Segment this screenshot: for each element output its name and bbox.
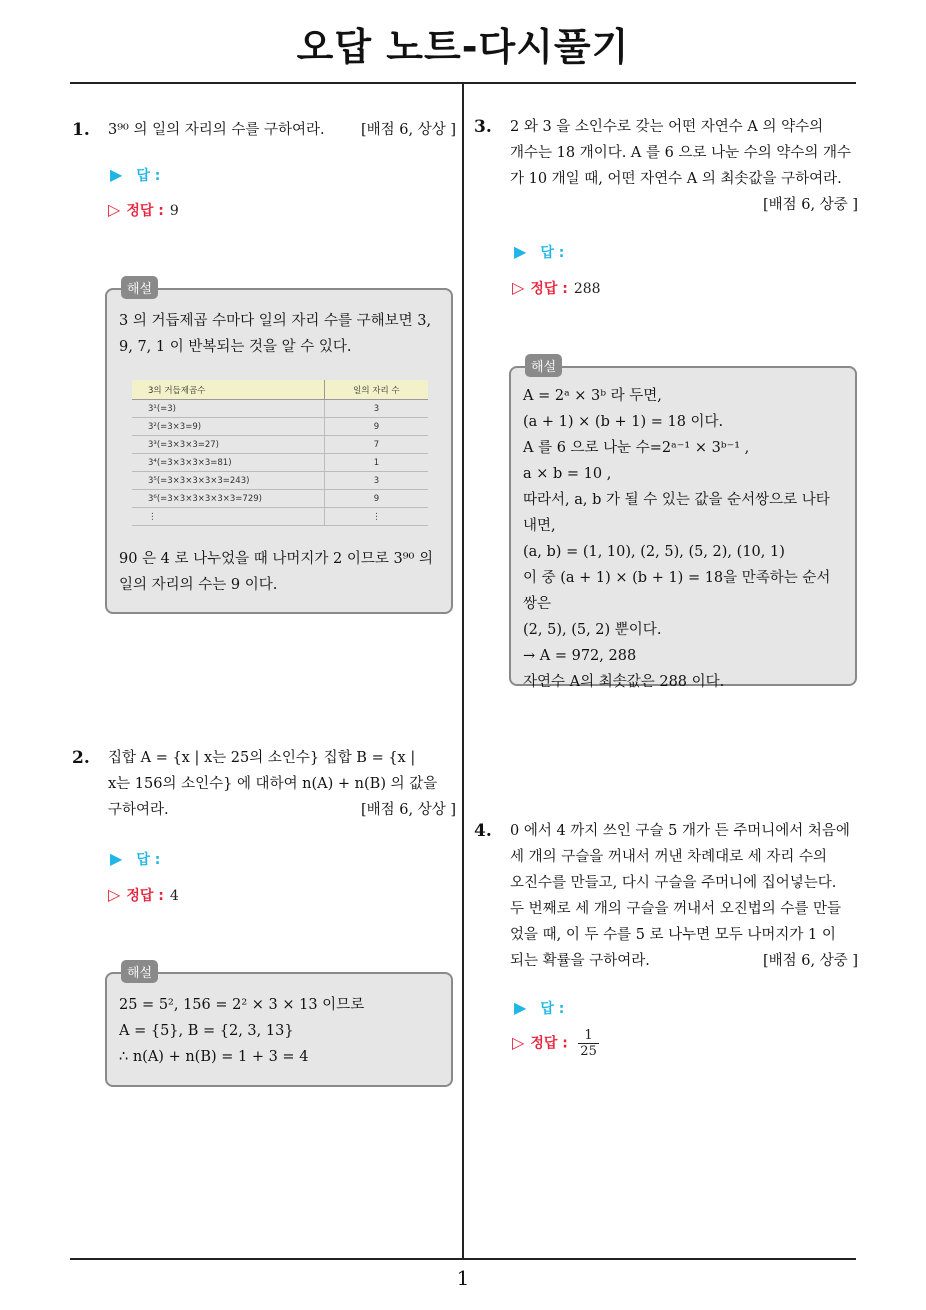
problem-line: 었을 때, 이 두 수를 5 로 나누면 모두 나머지가 1 이 xyxy=(510,927,836,943)
correct-label: 정답 : xyxy=(126,888,164,904)
explanation-body xyxy=(119,992,439,1070)
play-outline-icon: ▷ xyxy=(512,1032,525,1052)
table-cell: 9 xyxy=(324,490,428,508)
problem-number: 4. xyxy=(474,821,492,841)
play-outline-icon: ▷ xyxy=(512,278,525,297)
problem-meta: [배점 6, 상상 ] xyxy=(360,802,456,818)
explanation-line: 일의 자리의 수는 9 이다. xyxy=(119,577,278,593)
table-cell: 3¹(=3) xyxy=(132,400,324,418)
correct-label: 정답 : xyxy=(126,203,164,219)
explanation-box xyxy=(509,360,857,690)
table-row xyxy=(132,508,428,526)
play-outline-icon: ▷ xyxy=(108,885,121,904)
explanation-line: 내면, xyxy=(523,518,556,534)
table-row xyxy=(132,400,428,418)
table-cell: 3²(=3×3=9) xyxy=(132,418,324,436)
problem-number: 1. xyxy=(72,120,90,140)
explanation-box xyxy=(105,282,453,614)
explanation-line: (a + 1) × (b + 1) = 18 이다. xyxy=(523,414,724,430)
answer-label: 답 : xyxy=(540,245,565,261)
page-title: 오답 노트-다시풀기 xyxy=(296,25,630,69)
problem-text xyxy=(510,818,858,974)
explanation-line: (2, 5), (5, 2) 뿐이다. xyxy=(523,622,662,638)
table-cell: ⋮ xyxy=(132,508,324,526)
problem-meta: [배점 6, 상중 ] xyxy=(762,953,858,969)
table-cell: 1 xyxy=(324,454,428,472)
problem-line: 3⁹⁰ 의 일의 자리의 수를 구하여라. xyxy=(108,122,325,138)
explanation-line: 3 의 거듭제곱 수마다 일의 자리 수를 구해보면 3, xyxy=(119,313,432,329)
explanation-line: a × b = 10 , xyxy=(523,466,612,482)
problem-line: 구하여라. xyxy=(108,802,169,818)
fraction-denominator: 25 xyxy=(580,1044,597,1059)
table-row xyxy=(132,472,428,490)
answer-row xyxy=(514,242,564,262)
problem-line: x는 156의 소인수} 에 대하여 n(A) + n(B) 의 값을 xyxy=(108,776,438,792)
explanation-line: ∴ n(A) + n(B) = 1 + 3 = 4 xyxy=(119,1049,309,1065)
problem-text xyxy=(108,745,456,823)
play-icon: ▶ xyxy=(514,998,527,1017)
play-outline-icon: ▷ xyxy=(108,200,121,219)
correct-answer-row xyxy=(512,278,601,298)
correct-answer-fraction xyxy=(578,1028,599,1059)
play-icon: ▶ xyxy=(110,849,123,868)
explanation-body xyxy=(119,308,439,360)
explanation-line: 9, 7, 1 이 반복되는 것을 알 수 있다. xyxy=(119,339,352,355)
answer-label: 답 : xyxy=(540,1001,565,1017)
table-row xyxy=(132,490,428,508)
column-divider xyxy=(462,84,464,1260)
table-cell: 3³(=3×3×3=27) xyxy=(132,436,324,454)
correct-answer-row xyxy=(108,200,179,220)
answer-row xyxy=(110,849,160,869)
explanation-tag: 해설 xyxy=(525,354,562,377)
correct-answer-row xyxy=(512,1028,599,1059)
page-number: 1 xyxy=(456,1266,470,1290)
table-header: 일의 자리 수 xyxy=(324,380,428,400)
explanation-body xyxy=(119,546,439,598)
explanation-line: 이 중 (a + 1) × (b + 1) = 18을 만족하는 순서쌍은 xyxy=(523,570,831,612)
correct-answer-value: 4 xyxy=(169,888,179,904)
problem-meta: [배점 6, 상중 ] xyxy=(762,197,858,213)
problem-line: 개수는 18 개이다. A 를 6 으로 나눈 수의 약수의 개수 xyxy=(510,145,851,161)
problem-line: 0 에서 4 까지 쓰인 구슬 5 개가 든 주머니에서 처음에 xyxy=(510,823,850,839)
explanation-line: A = 2ᵃ × 3ᵇ 라 두면, xyxy=(523,388,662,404)
explanation-line: 90 은 4 로 나누었을 때 나머지가 2 이므로 3⁹⁰ 의 xyxy=(119,551,433,567)
problem-line: 집합 A = {x | x는 25의 소인수} 집합 B = {x | xyxy=(108,750,416,766)
play-icon: ▶ xyxy=(514,242,527,261)
problem-text xyxy=(108,117,456,143)
explanation-line: → A = 972, 288 xyxy=(523,648,637,664)
explanation-line: 자연수 A의 최솟값은 288 이다. xyxy=(523,674,725,690)
problem-meta: [배점 6, 상상 ] xyxy=(360,122,456,138)
powers-table xyxy=(132,380,428,526)
problem-line: 가 10 개일 때, 어떤 자연수 A 의 최솟값을 구하여라. xyxy=(510,171,842,187)
fraction-numerator: 1 xyxy=(578,1028,599,1044)
table-cell: 9 xyxy=(324,418,428,436)
table-row xyxy=(132,418,428,436)
table-cell: 3 xyxy=(324,400,428,418)
play-icon: ▶ xyxy=(110,165,123,184)
explanation-box xyxy=(105,966,453,1087)
correct-answer-value: 288 xyxy=(573,281,601,297)
explanation-line: 25 = 5², 156 = 2² × 3 × 13 이므로 xyxy=(119,997,365,1013)
table-row xyxy=(132,436,428,454)
problem-line: 두 번째로 세 개의 구슬을 꺼내서 오진법의 수를 만들 xyxy=(510,901,842,917)
problem-line: 2 와 3 을 소인수로 갖는 어떤 자연수 A 의 약수의 xyxy=(510,119,824,135)
problem-line: 오진수를 만들고, 다시 구슬을 주머니에 집어넣는다. xyxy=(510,875,837,891)
correct-label: 정답 : xyxy=(530,281,568,297)
explanation-line: A 를 6 으로 나눈 수=2ᵃ⁻¹ × 3ᵇ⁻¹ , xyxy=(523,440,750,456)
explanation-tag: 해설 xyxy=(121,276,158,299)
table-cell: 3⁶(=3×3×3×3×3×3=729) xyxy=(132,490,324,508)
table-row xyxy=(132,454,428,472)
table-cell: 7 xyxy=(324,436,428,454)
footer-divider xyxy=(70,1258,856,1260)
problem-line: 되는 확률을 구하여라. xyxy=(510,953,650,969)
table-cell: 3 xyxy=(324,472,428,490)
answer-row xyxy=(514,998,564,1018)
problem-line: 세 개의 구슬을 꺼내서 꺼낸 차례대로 세 자리 수의 xyxy=(510,849,828,865)
explanation-line: 따라서, a, b 가 될 수 있는 값을 순서쌍으로 나타 xyxy=(523,492,830,508)
problem-text xyxy=(510,114,858,218)
problem-number: 3. xyxy=(474,117,492,137)
problem-number: 2. xyxy=(72,748,90,768)
explanation-body xyxy=(523,383,843,695)
table-cell: 3⁴(=3×3×3×3=81) xyxy=(132,454,324,472)
table-cell: ⋮ xyxy=(324,508,428,526)
table-cell: 3⁵(=3×3×3×3×3=243) xyxy=(132,472,324,490)
answer-row xyxy=(110,165,160,185)
explanation-line: (a, b) = (1, 10), (2, 5), (5, 2), (10, 1) xyxy=(523,544,785,560)
correct-label: 정답 : xyxy=(530,1035,568,1052)
explanation-line: A = {5}, B = {2, 3, 13} xyxy=(119,1023,294,1039)
explanation-tag: 해설 xyxy=(121,960,158,983)
correct-answer-row xyxy=(108,885,179,905)
answer-label: 답 : xyxy=(136,168,161,184)
answer-label: 답 : xyxy=(136,852,161,868)
correct-answer-value: 9 xyxy=(169,203,179,219)
table-header: 3의 거듭제곱수 xyxy=(132,380,324,400)
